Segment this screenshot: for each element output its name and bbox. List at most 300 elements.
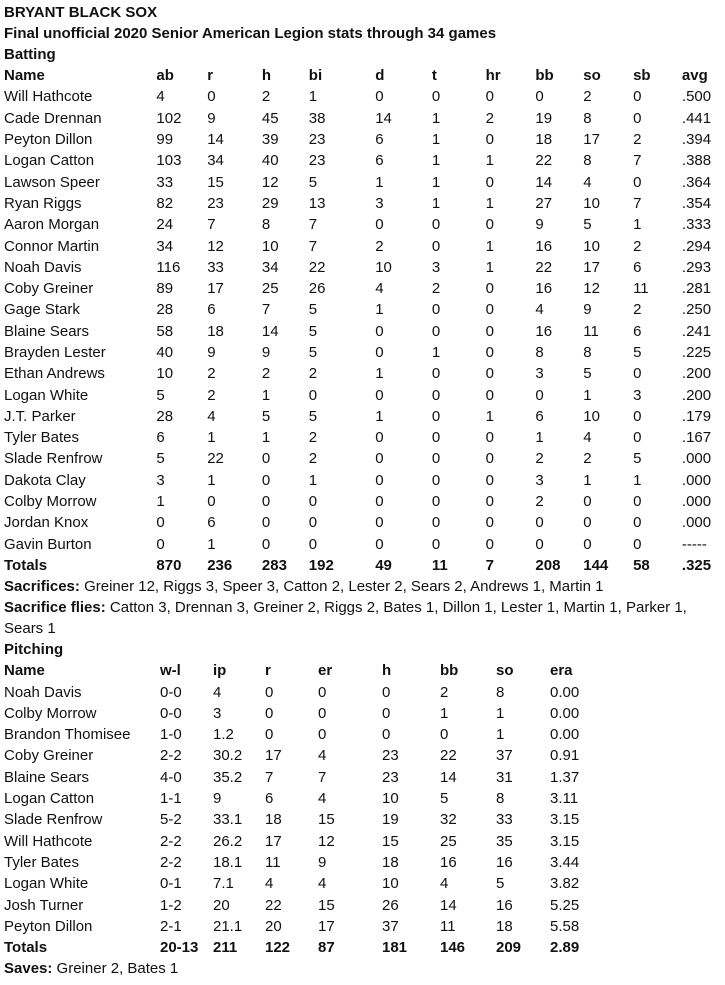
- cell-b-hr: hr: [485, 67, 501, 85]
- cell-b-so: so: [583, 67, 601, 85]
- batting-row: [4, 384, 721, 405]
- cell-b-name: Totals: [4, 556, 48, 574]
- pitching-row: [4, 681, 721, 702]
- cell-p-er: 17: [318, 917, 335, 935]
- cell-b-bi: 7: [308, 237, 318, 255]
- cell-p-name: Totals: [4, 939, 48, 957]
- cell-p-h: 10: [382, 790, 399, 808]
- cell-b-so: 17: [583, 258, 600, 276]
- cell-b-d: 0: [375, 514, 384, 532]
- batting-row: [4, 427, 721, 448]
- cell-p-era: 5.25: [550, 896, 580, 914]
- cell-b-d: 6: [375, 152, 384, 170]
- cell-b-r: 6: [207, 301, 216, 319]
- cell-p-era: 3.15: [550, 832, 580, 850]
- cell-b-sb: 0: [633, 514, 642, 532]
- cell-b-avg: .000: [681, 471, 712, 489]
- cell-b-h: 2: [261, 88, 271, 106]
- cell-b-so: 0: [583, 535, 592, 553]
- cell-b-d: 6: [375, 131, 384, 149]
- cell-b-sb: 2: [633, 301, 642, 319]
- cell-b-avg: -----: [681, 535, 707, 553]
- cell-p-wl: 1-1: [160, 790, 182, 808]
- cell-b-sb: 0: [633, 429, 642, 447]
- cell-b-name: Coby Greiner: [4, 280, 94, 298]
- cell-p-era: 0.00: [550, 726, 580, 744]
- cell-b-ab: 34: [156, 237, 174, 255]
- cell-b-d: 0: [375, 450, 384, 468]
- cell-b-sb: sb: [633, 67, 651, 85]
- cell-p-er: 15: [318, 811, 335, 829]
- cell-p-wl: 4-0: [160, 768, 182, 786]
- cell-b-t: t: [431, 67, 437, 85]
- cell-b-d: 0: [375, 535, 384, 553]
- cell-p-bb: 146: [440, 939, 466, 957]
- cell-b-t: 1: [431, 109, 441, 127]
- cell-b-t: 0: [431, 88, 441, 106]
- cell-p-bb: 0: [440, 726, 449, 744]
- cell-b-bi: 7: [308, 216, 318, 234]
- cell-b-t: 0: [431, 386, 441, 404]
- cell-p-bb: 22: [440, 747, 457, 765]
- cell-p-bb: 4: [440, 875, 449, 893]
- cell-b-bi: 2: [308, 429, 318, 447]
- cell-b-avg: .167: [681, 429, 712, 447]
- cell-b-t: 1: [431, 131, 441, 149]
- cell-b-name: Dakota Clay: [4, 471, 86, 489]
- cell-b-avg: .000: [681, 514, 712, 532]
- cell-p-r: 11: [265, 853, 281, 871]
- cell-p-er: 4: [318, 875, 327, 893]
- cell-b-so: 4: [583, 429, 592, 447]
- cell-b-ab: 40: [156, 344, 174, 361]
- cell-p-er: 9: [318, 853, 327, 871]
- cell-b-name: Ethan Andrews: [4, 365, 105, 383]
- cell-b-so: 12: [583, 280, 600, 298]
- cell-b-d: 1: [375, 365, 384, 383]
- batting-row: [4, 448, 721, 469]
- cell-p-bb: 14: [440, 768, 457, 786]
- cell-b-h: 40: [261, 152, 279, 170]
- cell-b-bi: 26: [308, 280, 326, 298]
- cell-p-era: era: [550, 662, 573, 680]
- cell-b-so: 11: [583, 322, 599, 340]
- cell-b-h: 2: [261, 365, 271, 383]
- cell-b-so: 2: [583, 450, 592, 468]
- cell-b-hr: 0: [485, 493, 494, 511]
- cell-b-h: 25: [261, 280, 279, 298]
- cell-b-bi: 23: [308, 131, 326, 149]
- cell-p-h: 0: [382, 704, 391, 722]
- cell-b-bb: 16: [535, 237, 553, 255]
- cell-b-so: 0: [583, 514, 592, 532]
- cell-b-ab: 103: [156, 152, 182, 170]
- cell-b-name: Gavin Burton: [4, 535, 92, 553]
- cell-b-so: 8: [583, 109, 592, 127]
- cell-b-d: 4: [375, 280, 384, 298]
- cell-b-t: 1: [431, 194, 441, 212]
- cell-b-sb: 3: [633, 386, 642, 404]
- batting-heading: Batting: [4, 46, 56, 63]
- cell-b-bb: 22: [535, 152, 553, 170]
- cell-b-bi: 23: [308, 152, 326, 170]
- cell-b-bb: 19: [535, 109, 553, 127]
- cell-b-h: 5: [261, 407, 271, 425]
- cell-p-name: Name: [4, 662, 45, 680]
- cell-p-er: 7: [318, 768, 327, 786]
- pitching-heading: Pitching: [4, 641, 64, 659]
- cell-b-sb: 0: [633, 535, 642, 553]
- cell-b-sb: 2: [633, 237, 642, 255]
- cell-b-d: 3: [375, 194, 384, 212]
- cell-b-h: 14: [261, 322, 279, 340]
- cell-b-ab: 24: [156, 216, 174, 234]
- cell-b-r: 23: [207, 194, 224, 212]
- cell-b-sb: 11: [633, 280, 649, 298]
- cell-b-ab: ab: [156, 67, 174, 85]
- cell-b-d: 0: [375, 344, 384, 361]
- cell-b-h: 39: [261, 131, 279, 149]
- document-subtitle: Final unofficial 2020 Senior American Legion stats through 34 games: [4, 25, 497, 42]
- cell-p-ip: 35.2: [213, 768, 243, 786]
- cell-b-name: Lawson Speer: [4, 173, 100, 191]
- cell-b-sb: 7: [633, 194, 642, 212]
- cell-b-h: 12: [261, 173, 279, 191]
- cell-p-ip: 4: [213, 683, 222, 701]
- cell-b-ab: 58: [156, 322, 174, 340]
- cell-b-bi: 1: [308, 88, 318, 106]
- cell-b-bi: 22: [308, 258, 326, 276]
- cell-p-er: 0: [318, 726, 327, 744]
- cell-p-wl: 1-0: [160, 726, 182, 744]
- cell-b-hr: 1: [485, 258, 494, 276]
- cell-b-bi: bi: [308, 67, 323, 85]
- cell-p-ip: 3: [213, 704, 222, 722]
- cell-b-so: 5: [583, 365, 592, 383]
- batting-row: [4, 278, 721, 299]
- cell-b-bb: 0: [535, 535, 544, 553]
- batting-totals-row: [4, 555, 721, 576]
- cell-b-hr: 0: [485, 344, 494, 361]
- cell-b-d: 10: [375, 258, 392, 276]
- batting-row: [4, 235, 721, 256]
- cell-b-h: 34: [261, 258, 279, 276]
- cell-b-ab: 5: [156, 386, 165, 404]
- cell-p-er: 4: [318, 790, 327, 808]
- cell-b-d: 0: [375, 471, 384, 489]
- cell-p-name: Slade Renfrow: [4, 811, 103, 829]
- cell-p-h: 15: [382, 832, 399, 850]
- cell-p-h: 18: [382, 853, 399, 871]
- sacrifice-flies-line: [4, 597, 721, 639]
- cell-b-avg: avg: [681, 67, 708, 85]
- cell-b-h: 0: [261, 514, 271, 532]
- cell-b-t: 1: [431, 152, 441, 170]
- cell-b-sb: 2: [633, 131, 642, 149]
- cell-p-bb: 1: [440, 704, 449, 722]
- cell-b-bi: 13: [308, 194, 326, 212]
- cell-p-wl: 0-1: [160, 875, 182, 893]
- cell-b-sb: 6: [633, 258, 642, 276]
- cell-b-hr: 1: [485, 152, 494, 170]
- cell-p-era: 0.00: [550, 683, 580, 701]
- cell-p-ip: 33.1: [213, 811, 243, 829]
- batting-row: [4, 129, 721, 150]
- cell-b-ab: 82: [156, 194, 174, 212]
- cell-p-er: 0: [318, 704, 327, 722]
- cell-b-so: 10: [583, 237, 600, 255]
- cell-p-r: 22: [265, 896, 282, 914]
- sacrifices-label: Sacrifices:: [4, 578, 80, 596]
- cell-b-bb: 208: [535, 556, 561, 574]
- cell-b-ab: 116: [156, 258, 181, 276]
- sacrifices-line: [4, 576, 721, 597]
- cell-p-name: Blaine Sears: [4, 768, 90, 786]
- cell-b-bb: 3: [535, 365, 544, 383]
- cell-b-hr: 0: [485, 429, 494, 447]
- cell-b-avg: .241: [681, 322, 712, 340]
- cell-b-bi: 192: [308, 556, 334, 574]
- cell-b-hr: 1: [485, 237, 494, 255]
- cell-p-er: er: [318, 662, 333, 680]
- cell-p-bb: 14: [440, 896, 457, 914]
- cell-b-name: Gage Stark: [4, 301, 80, 319]
- cell-b-hr: 1: [485, 194, 494, 212]
- cell-b-t: 0: [431, 535, 441, 553]
- cell-b-name: Logan Catton: [4, 152, 95, 170]
- cell-b-t: 0: [431, 216, 441, 234]
- cell-b-h: 45: [261, 109, 279, 127]
- cell-p-era: 1.37: [550, 768, 580, 786]
- pitching-row: [4, 894, 721, 915]
- cell-b-hr: 0: [485, 216, 494, 234]
- batting-row: [4, 406, 721, 427]
- cell-b-so: 10: [583, 194, 600, 212]
- cell-b-r: 7: [207, 216, 216, 234]
- cell-b-sb: 5: [633, 344, 642, 361]
- cell-b-t: 1: [431, 173, 441, 191]
- cell-p-name: Coby Greiner: [4, 747, 94, 765]
- cell-p-r: 0: [265, 704, 274, 722]
- cell-p-bb: bb: [440, 662, 459, 680]
- cell-b-t: 0: [431, 365, 441, 383]
- cell-b-bi: 2: [308, 450, 318, 468]
- batting-row: [4, 363, 721, 384]
- cell-b-d: 14: [375, 109, 392, 127]
- cell-b-h: 0: [261, 535, 271, 553]
- batting-row: [4, 534, 721, 555]
- cell-p-ip: 30.2: [213, 747, 243, 765]
- cell-p-wl: 2-2: [160, 747, 182, 765]
- cell-b-d: 0: [375, 216, 384, 234]
- cell-p-r: 122: [265, 939, 291, 957]
- cell-b-d: 0: [375, 429, 384, 447]
- cell-b-ab: 870: [156, 556, 182, 574]
- cell-b-d: d: [375, 67, 385, 85]
- cell-p-h: 23: [382, 747, 399, 765]
- cell-b-d: 1: [375, 173, 384, 191]
- cell-b-so: 8: [583, 152, 592, 170]
- batting-row: [4, 108, 721, 129]
- cell-b-sb: 58: [633, 556, 650, 574]
- cell-b-r: 0: [207, 88, 216, 106]
- pitching-row: [4, 916, 721, 937]
- cell-b-avg: .000: [681, 450, 712, 468]
- cell-p-so: 31: [496, 768, 513, 786]
- cell-b-r: 6: [207, 514, 216, 532]
- cell-b-bi: 0: [308, 386, 318, 404]
- cell-b-r: 14: [207, 131, 224, 149]
- cell-b-d: 1: [375, 407, 384, 425]
- cell-b-ab: 5: [156, 450, 165, 468]
- cell-p-bb: 25: [440, 832, 457, 850]
- cell-b-name: Colby Morrow: [4, 493, 97, 511]
- cell-p-r: 0: [265, 683, 274, 701]
- cell-b-so: 5: [583, 216, 592, 234]
- cell-b-h: 1: [261, 429, 271, 447]
- cell-p-wl: 0-0: [160, 683, 182, 701]
- cell-b-hr: 2: [485, 109, 494, 127]
- cell-p-er: 15: [318, 896, 335, 914]
- cell-b-h: 1: [261, 386, 271, 404]
- cell-b-avg: .441: [681, 109, 712, 127]
- cell-b-hr: 0: [485, 386, 494, 404]
- cell-b-avg: .500: [681, 88, 712, 106]
- cell-p-r: 18: [265, 811, 282, 829]
- cell-b-bb: 14: [535, 173, 553, 191]
- cell-b-bb: 22: [535, 258, 553, 276]
- cell-b-hr: 0: [485, 365, 494, 383]
- cell-b-so: 1: [583, 471, 592, 489]
- sacrifice-flies-label: Sacrifice flies:: [4, 599, 106, 617]
- cell-b-ab: 89: [156, 280, 174, 298]
- cell-b-so: 0: [583, 493, 592, 511]
- cell-b-ab: 33: [156, 173, 174, 191]
- cell-b-avg: .293: [681, 258, 712, 276]
- cell-b-sb: 0: [633, 407, 642, 425]
- cell-b-bb: 16: [535, 280, 553, 298]
- cell-b-ab: 6: [156, 429, 165, 447]
- cell-p-r: 4: [265, 875, 274, 893]
- cell-p-so: 18: [496, 917, 513, 935]
- cell-p-era: 0.91: [550, 747, 580, 765]
- cell-b-bb: 1: [535, 429, 544, 447]
- cell-b-h: 0: [261, 493, 271, 511]
- cell-p-wl: 2-1: [160, 917, 182, 935]
- cell-b-bb: 2: [535, 450, 544, 468]
- cell-p-bb: 16: [440, 853, 457, 871]
- cell-p-ip: 7.1: [213, 875, 234, 893]
- cell-b-r: 1: [207, 535, 216, 553]
- cell-b-d: 0: [375, 493, 384, 511]
- batting-header-row: [4, 65, 721, 86]
- cell-b-t: 0: [431, 429, 441, 447]
- cell-b-ab: 102: [156, 109, 182, 127]
- cell-p-so: 16: [496, 896, 513, 914]
- cell-b-ab: 3: [156, 471, 165, 489]
- pitching-row: [4, 724, 721, 745]
- batting-row: [4, 86, 721, 107]
- cell-p-h: 10: [382, 875, 399, 893]
- cell-b-ab: 4: [156, 88, 165, 106]
- cell-b-t: 0: [431, 301, 441, 319]
- pitching-row: [4, 831, 721, 852]
- cell-b-avg: .179: [681, 407, 712, 425]
- cell-b-avg: .354: [681, 194, 712, 212]
- cell-p-h: 23: [382, 768, 399, 786]
- cell-b-sb: 0: [633, 109, 642, 127]
- cell-b-bb: 0: [535, 514, 544, 532]
- batting-row: [4, 512, 721, 533]
- cell-p-era: 0.00: [550, 704, 580, 722]
- cell-b-name: J.T. Parker: [4, 407, 76, 425]
- cell-b-name: Tyler Bates: [4, 429, 80, 447]
- cell-b-bi: 38: [308, 109, 326, 127]
- cell-b-d: 0: [375, 88, 384, 106]
- cell-b-so: 8: [583, 344, 592, 361]
- cell-p-ip: 21.1: [213, 917, 243, 935]
- cell-b-h: 0: [261, 471, 271, 489]
- saves-label: Saves:: [4, 960, 53, 978]
- cell-p-h: 26: [382, 896, 399, 914]
- cell-b-h: 29: [261, 194, 279, 212]
- cell-b-sb: 0: [633, 365, 642, 383]
- cell-p-er: 87: [318, 939, 335, 957]
- cell-b-hr: 0: [485, 280, 494, 298]
- cell-p-so: 1: [496, 726, 505, 744]
- cell-p-wl: 2-2: [160, 853, 182, 871]
- cell-b-sb: 0: [633, 173, 642, 191]
- cell-p-h: 37: [382, 917, 399, 935]
- cell-p-wl: 5-2: [160, 811, 182, 829]
- cell-p-r: r: [265, 662, 271, 680]
- cell-b-so: 10: [583, 407, 600, 425]
- cell-b-bi: 1: [308, 471, 318, 489]
- cell-p-r: 17: [265, 747, 282, 765]
- cell-b-hr: 0: [485, 450, 494, 468]
- cell-p-ip: 18.1: [213, 853, 243, 871]
- cell-b-ab: 99: [156, 131, 174, 149]
- cell-b-d: 2: [375, 237, 384, 255]
- cell-b-avg: .000: [681, 493, 712, 511]
- cell-b-bb: 6: [535, 407, 544, 425]
- cell-b-avg: .325: [681, 556, 712, 574]
- sacrifice-flies-text: Catton 3, Drennan 3, Greiner 2, Riggs 2, Bates 1, Dillon 1, Lester 1, Martin 1, Parker 1, Sears 1: [4, 599, 687, 638]
- document-title: BRYANT BLACK SOX: [4, 4, 158, 21]
- cell-b-name: Cade Drennan: [4, 109, 102, 127]
- cell-p-h: 0: [382, 726, 391, 744]
- cell-p-so: 33: [496, 811, 513, 829]
- cell-b-d: 1: [375, 301, 384, 319]
- cell-b-avg: .200: [681, 386, 712, 404]
- pitching-row: [4, 873, 721, 894]
- cell-p-name: Logan White: [4, 875, 89, 893]
- cell-p-wl: 1-2: [160, 896, 182, 914]
- cell-b-r: 236: [207, 556, 233, 574]
- cell-b-bi: 2: [308, 365, 318, 383]
- cell-p-so: 35: [496, 832, 513, 850]
- cell-p-name: Josh Turner: [4, 896, 84, 914]
- cell-b-avg: .294: [681, 237, 712, 255]
- cell-b-r: 33: [207, 258, 224, 276]
- cell-b-r: 15: [207, 173, 224, 191]
- cell-b-t: 0: [431, 514, 441, 532]
- cell-b-t: 2: [431, 280, 441, 298]
- batting-row: [4, 150, 721, 171]
- cell-b-so: 17: [583, 131, 600, 149]
- cell-b-so: 144: [583, 556, 609, 574]
- batting-row: [4, 299, 721, 320]
